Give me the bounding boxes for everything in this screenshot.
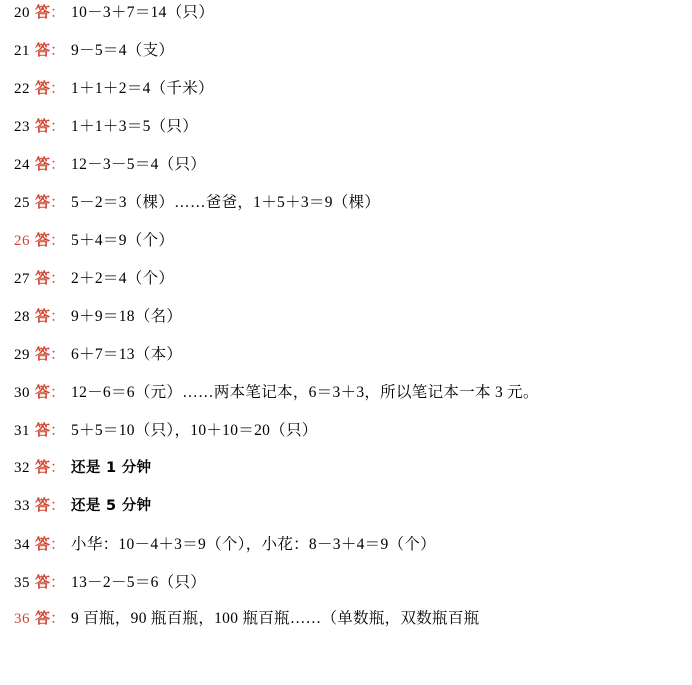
answer-text: 10－3＋7＝14（只） <box>71 4 215 21</box>
answer-label: 答 <box>35 307 51 325</box>
answer-text: 12－6＝6（元）……两本笔记本，6＝3＋3，所以笔记本一本 3 元。 <box>71 384 539 401</box>
question-number: 32 <box>14 460 30 476</box>
answer-row <box>0 38 692 76</box>
answer-colon: ： <box>50 269 66 287</box>
question-number: 22 <box>14 81 30 97</box>
answer-label: 答 <box>35 383 51 401</box>
question-number: 36 <box>14 611 30 627</box>
answer-row <box>0 266 692 304</box>
answer-colon: ： <box>50 535 66 553</box>
answer-colon: ： <box>50 41 66 59</box>
answer-text: 1＋1＋2＝4（千米） <box>71 80 214 97</box>
question-number: 29 <box>14 347 30 363</box>
question-number: 27 <box>14 271 30 287</box>
answer-text: 5＋5＝10（只），10＋10＝20（只） <box>71 422 318 439</box>
answer-label: 答 <box>35 609 51 627</box>
answer-colon: ： <box>50 345 66 363</box>
answer-row <box>0 380 692 418</box>
answer-row <box>0 608 692 628</box>
answer-label: 答 <box>35 193 51 211</box>
answer-row <box>0 114 692 152</box>
answer-label: 答 <box>35 79 51 97</box>
answer-colon: ： <box>50 231 66 249</box>
question-number: 34 <box>14 537 30 553</box>
question-number: 28 <box>14 309 30 325</box>
answer-label: 答 <box>35 496 51 514</box>
question-number: 33 <box>14 498 30 514</box>
answer-label: 答 <box>35 269 51 287</box>
answer-colon: ： <box>50 79 66 97</box>
answer-label: 答 <box>35 3 51 21</box>
answer-colon: ： <box>50 307 66 325</box>
answer-row <box>0 456 692 494</box>
question-number: 25 <box>14 195 30 211</box>
answer-text: 5＋4＝9（个） <box>71 232 175 249</box>
answer-colon: ： <box>50 421 66 439</box>
answer-label: 答 <box>35 231 51 249</box>
answer-colon: ： <box>50 573 66 591</box>
answer-text: 6＋7＝13（本） <box>71 346 183 363</box>
answer-row <box>0 494 692 532</box>
answer-text: 9－5＝4（支） <box>71 42 175 59</box>
question-number: 30 <box>14 385 30 401</box>
answer-label: 答 <box>35 421 51 439</box>
answer-row <box>0 76 692 114</box>
answer-colon: ： <box>50 3 66 21</box>
answer-text: 13－2－5＝6（只） <box>71 574 207 591</box>
answer-colon: ： <box>50 383 66 401</box>
answer-label: 答 <box>35 345 51 363</box>
answer-label: 答 <box>35 458 51 476</box>
answer-text: 还是 1 分钟 <box>71 460 152 476</box>
answer-row <box>0 570 692 608</box>
answer-text: 9＋9＝18（名） <box>71 308 183 325</box>
question-number: 21 <box>14 43 30 59</box>
answer-text: 12－3－5＝4（只） <box>71 156 207 173</box>
answer-text: 9 百瓶，90 瓶百瓶，100 瓶百瓶……（单数瓶，双数瓶百瓶 <box>71 610 480 627</box>
question-number: 23 <box>14 119 30 135</box>
answer-row <box>0 342 692 380</box>
answer-colon: ： <box>50 155 66 173</box>
answer-colon: ： <box>50 496 66 514</box>
answer-text: 5－2＝3（棵）……爸爸，1＋5＋3＝9（棵） <box>71 194 381 211</box>
question-number: 31 <box>14 423 30 439</box>
answer-text: 1＋1＋3＝5（只） <box>71 118 199 135</box>
question-number: 20 <box>14 5 30 21</box>
answer-label: 答 <box>35 573 51 591</box>
answer-row <box>0 0 692 38</box>
answer-text: 小华：10－4＋3＝9（个），小花：8－3＋4＝9（个） <box>71 536 436 553</box>
answer-label: 答 <box>35 117 51 135</box>
question-number: 26 <box>14 233 30 249</box>
answer-label: 答 <box>35 41 51 59</box>
answer-colon: ： <box>50 117 66 135</box>
question-number: 35 <box>14 575 30 591</box>
answer-text: 2＋2＝4（个） <box>71 270 175 287</box>
answer-row <box>0 532 692 570</box>
answer-row <box>0 304 692 342</box>
answer-row <box>0 228 692 266</box>
answer-row <box>0 418 692 456</box>
answer-row <box>0 190 692 228</box>
answer-colon: ： <box>50 458 66 476</box>
answer-label: 答 <box>35 535 51 553</box>
answer-label: 答 <box>35 155 51 173</box>
answer-colon: ： <box>50 609 66 627</box>
answer-text: 还是 5 分钟 <box>71 498 152 514</box>
question-number: 24 <box>14 157 30 173</box>
answer-colon: ： <box>50 193 66 211</box>
answer-row <box>0 152 692 190</box>
